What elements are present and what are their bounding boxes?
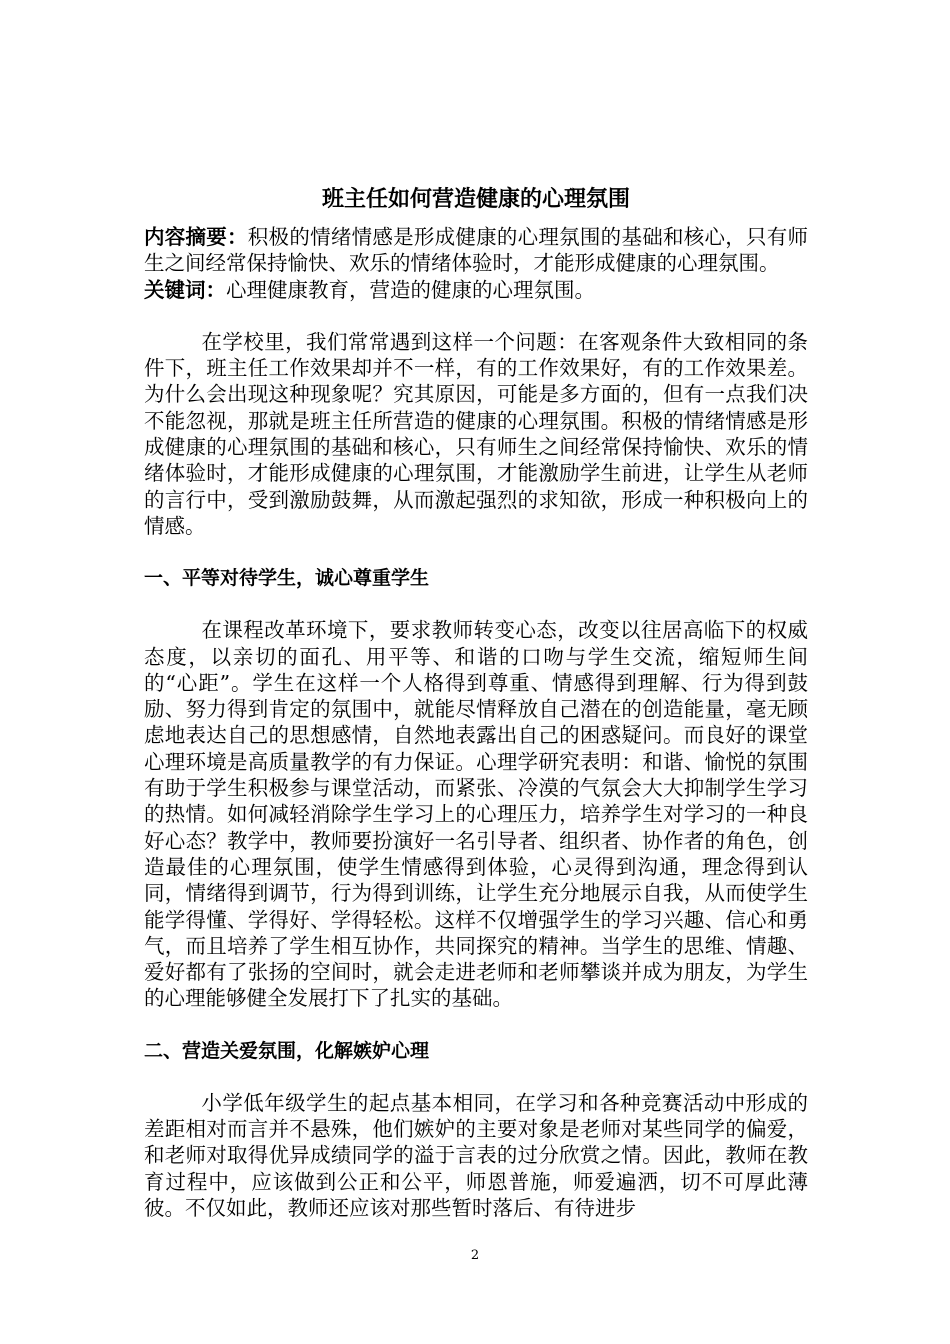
spacer bbox=[144, 1064, 808, 1090]
intro-paragraph: 在学校里，我们常常遇到这样一个问题：在客观条件大致相同的条件下，班主任工作效果却并不一样，有的工作效果好，有的工作效果差。为什么会出现这种现象呢？究其原因，可能是多方面的，但有一点我们决不能忽视，那就是班主任所营造的健康的心理氛围。积极的情绪情感是形成健康的心理氛围的基础和核心，只有师生之间经常保持愉快、欢乐的情绪体验时，才能形成健康的心理氛围，才能激励学生前进，让学生从老师的言行中，受到激励鼓舞，从而激起强烈的求知欲，形成一种积极向上的情感。 bbox=[144, 329, 808, 538]
document-page bbox=[144, 180, 808, 1221]
keywords bbox=[144, 277, 808, 303]
page-number: 2 bbox=[470, 1248, 480, 1263]
abstract-text: 积极的情绪情感是形成健康的心理氛围的基础和核心，只有师生之间经常保持愉快、欢乐的情绪体验时，才能形成健康的心理氛围。 bbox=[144, 225, 809, 276]
section-heading-1: 一、平等对待学生，诚心尊重学生 bbox=[144, 567, 430, 590]
document-title: 班主任如何营造健康的心理氛围 bbox=[321, 187, 630, 212]
keywords-label: 关键词： bbox=[144, 277, 226, 302]
section-paragraph-1: 在课程改革环境下，要求教师转变心态，改变以往居高临下的权威态度，以亲切的面孔、用平等、和谐的口吻与学生交流，缩短师生间的“心距”。学生在这样一个人格得到尊重、情感得到理解、行为得到鼓励、努力得到肯定的氛围中，就能尽情释放自己潜在的创造能量，毫无顾虑地表达自己的思想感情，自然地表露出自己的困惑疑问。而良好的课堂心理环境是高质量教学的有力保证。心理学研究表明：和谐、愉悦的氛围有助于学生积极参与课堂活动，而紧张、冷漠的气氛会大大抑制学生学习的热情。如何减轻消除学生学习上的心理压力，培养学生对学习的一种良好心态？教学中，教师要扮演好一名引导者、组织者、协作者的角色，创造最佳的心理氛围，使学生情感得到体验，心灵得到沟通，理念得到认同，情绪得到调节，行为得到训练，让学生充分地展示自我，从而使学生能学得懂、学得好、学得轻松。这样不仅增强学生的学习兴趣、信心和勇气，而且培养了学生相互协作，共同探究的精神。当学生的思维、情趣、爱好都有了张扬的空间时，就会走进老师和老师攀谈并成为朋友，为学生的心理能够健全发展打下了扎实的基础。 bbox=[144, 618, 808, 1011]
spacer bbox=[144, 591, 808, 617]
spacer bbox=[144, 1012, 808, 1038]
abstract-label: 内容摘要： bbox=[144, 225, 248, 249]
abstract bbox=[144, 224, 808, 277]
keywords-text: 心理健康教育，营造的健康的心理氛围。 bbox=[226, 277, 595, 302]
spacer bbox=[144, 303, 808, 329]
section-heading-2: 二、营造关爱氛围，化解嫉妒心理 bbox=[144, 1039, 430, 1062]
spacer bbox=[144, 539, 808, 565]
section-paragraph-2: 小学低年级学生的起点基本相同，在学习和各种竞赛活动中形成的差距相对而言并不悬殊，他们嫉妒的主要对象是老师对某些同学的偏爱，和老师对取得优异成绩同学的溢于言表的过分欣赏之情。因此，教师在教育过程中，应该做到公正和公平，师恩普施，师爱遍洒，切不可厚此薄彼。不仅如此，教师还应该对那些暂时落后、有待进步 bbox=[144, 1090, 808, 1220]
